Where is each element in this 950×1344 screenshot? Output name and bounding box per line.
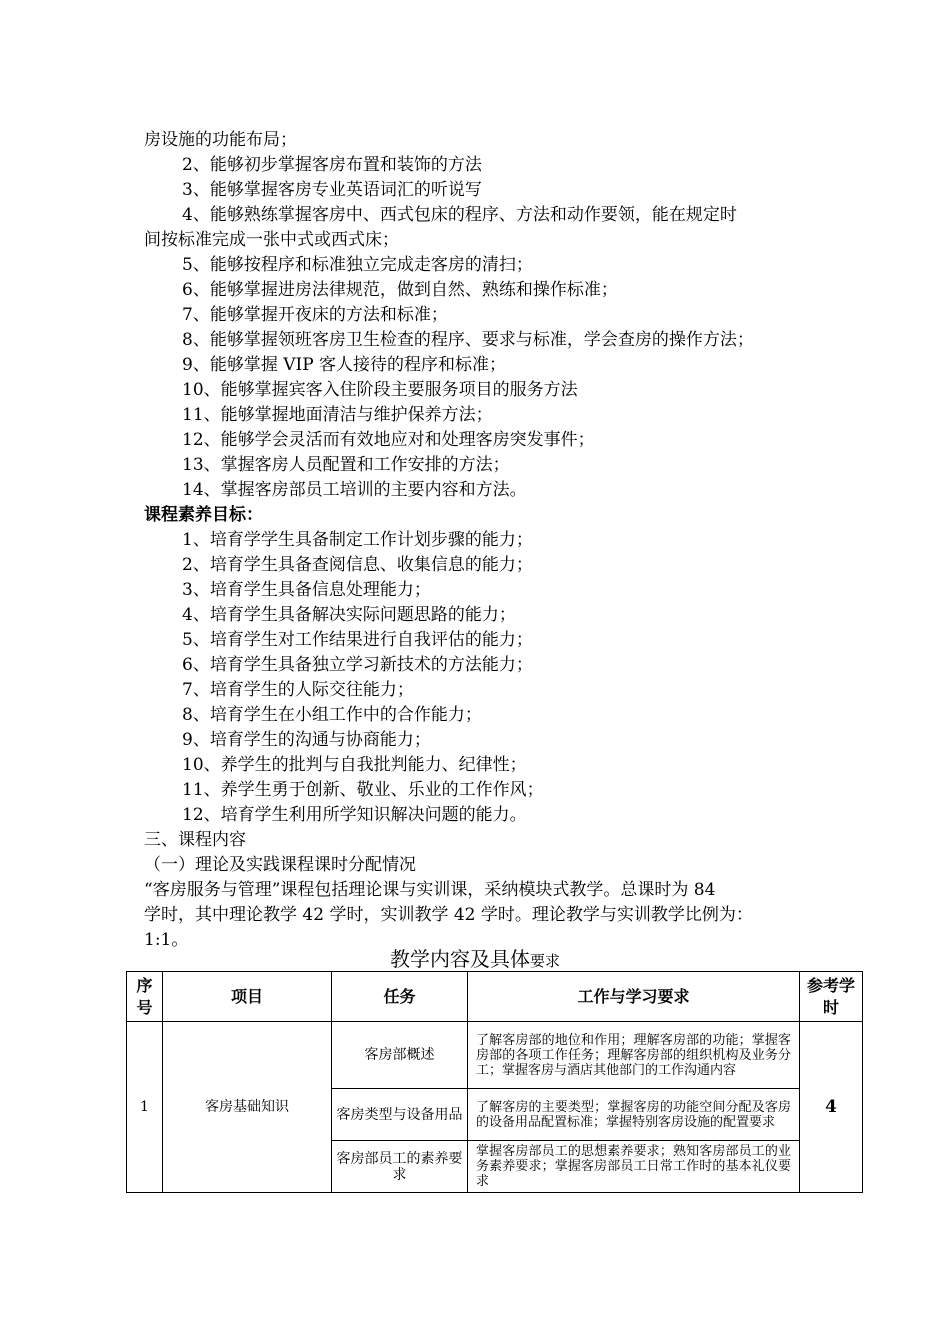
paragraph: 7、培育学生的人际交往能力； [182, 680, 414, 700]
table-header-row [127, 972, 863, 1022]
cell-no: 1 [127, 1022, 163, 1193]
course-content-table [126, 971, 863, 1193]
paragraph: 3、能够掌握客房专业英语词汇的听说写 [182, 180, 482, 200]
paragraph: 6、培育学生具备独立学习新技术的方法能力； [182, 655, 533, 675]
cell-task: 客房部概述 [332, 1022, 468, 1089]
paragraph: 4、能够熟练掌握客房中、西式包床的程序、方法和动作要领，能在规定时 [182, 205, 737, 225]
table-caption-small: 要求 [529, 952, 560, 970]
paragraph: 学时，其中理论教学 42 学时，实训教学 42 学时。理论教学与实训教学比例为： [144, 905, 753, 925]
cell-project: 客房基础知识 [163, 1022, 332, 1193]
paragraph: 5、培育学生对工作结果进行自我评估的能力； [182, 630, 533, 650]
paragraph: 9、能够掌握 VIP 客人接待的程序和标准； [182, 355, 507, 375]
paragraph: 1、培育学学生具备制定工作计划步骤的能力； [182, 530, 533, 550]
paragraph: 10、养学生的批判与自我批判能力、纪律性； [182, 755, 527, 775]
paragraph: 10、能够掌握宾客入住阶段主要服务项目的服务方法 [182, 380, 578, 400]
cell-task: 客房部员工的素养要求 [332, 1141, 468, 1193]
section-heading: 三、课程内容 [144, 830, 246, 850]
paragraph: 9、培育学生的沟通与协商能力； [182, 730, 431, 750]
paragraph: 8、能够掌握领班客房卫生检查的程序、要求与标准，学会查房的操作方法； [182, 330, 754, 350]
paragraph: 2、能够初步掌握客房布置和装饰的方法 [182, 155, 482, 175]
paragraph: 13、掌握客房人员配置和工作安排的方法； [182, 455, 510, 475]
paragraph: 1:1。 [144, 930, 189, 950]
paragraph: 间按标准完成一张中式或西式床； [144, 230, 399, 250]
cell-requirements: 掌握客房部员工的思想素养要求；熟知客房部员工的业务素养要求；掌握客房部员工日常工作时的基本礼仪要求 [468, 1141, 800, 1193]
paragraph: 房设施的功能布局； [144, 130, 297, 150]
cell-task: 客房类型与设备用品 [332, 1089, 468, 1141]
section-heading: 课程素养目标： [144, 505, 263, 525]
subsection-heading: （一）理论及实践课程课时分配情况 [144, 855, 416, 875]
table-row [127, 1022, 863, 1089]
cell-requirements: 了解客房部的地位和作用；理解客房部的功能；掌握客房部的各项工作任务；理解客房部的组织机构及业务分工；掌握客房与酒店其他部门的工作沟通内容 [468, 1022, 800, 1089]
paragraph: 3、培育学生具备信息处理能力； [182, 580, 431, 600]
paragraph: 2、培育学生具备查阅信息、收集信息的能力； [182, 555, 533, 575]
header-task: 任务 [332, 972, 468, 1022]
paragraph: 7、能够掌握开夜床的方法和标准； [182, 305, 448, 325]
paragraph: 6、能够掌握进房法律规范，做到自然、熟练和操作标准； [182, 280, 618, 300]
cell-requirements: 了解客房的主要类型；掌握客房的功能空间分配及客房的设备用品配置标准；掌握特别客房设施的配置要求 [468, 1089, 800, 1141]
cell-hours: 4 [800, 1022, 863, 1193]
paragraph: 5、能够按程序和标准独立完成走客房的清扫； [182, 255, 533, 275]
paragraph: “客房服务与管理”课程包括理论课与实训课，采纳模块式教学。总课时为 84 [144, 880, 716, 900]
table-caption [0, 946, 950, 974]
paragraph: 11、能够掌握地面清洁与维护保养方法； [182, 405, 493, 425]
header-hours: 参考学时 [800, 972, 863, 1022]
header-requirements: 工作与学习要求 [468, 972, 800, 1022]
table-caption-main: 教学内容及具体 [389, 947, 530, 971]
paragraph: 14、掌握客房部员工培训的主要内容和方法。 [182, 480, 527, 500]
header-no: 序号 [127, 972, 163, 1022]
paragraph: 12、培育学生利用所学知识解决问题的能力。 [182, 805, 527, 825]
paragraph: 8、培育学生在小组工作中的合作能力； [182, 705, 482, 725]
paragraph: 11、养学生勇于创新、敬业、乐业的工作作风； [182, 780, 544, 800]
paragraph: 4、培育学生具备解决实际问题思路的能力； [182, 605, 516, 625]
paragraph: 12、能够学会灵活而有效地应对和处理客房突发事件； [182, 430, 595, 450]
header-project: 项目 [163, 972, 332, 1022]
